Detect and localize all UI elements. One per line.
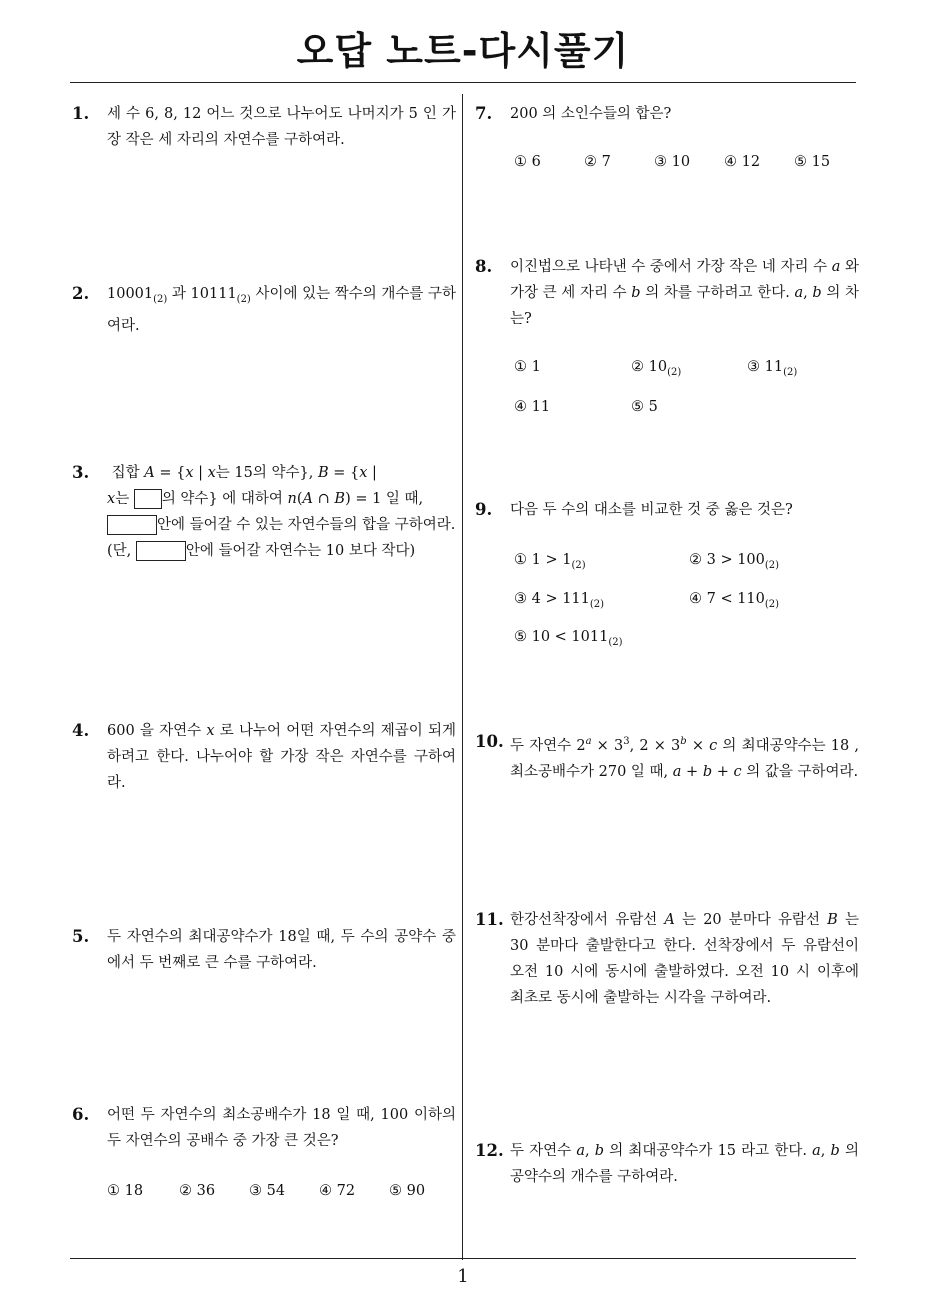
header-divider	[70, 82, 856, 83]
choice-4[interactable]: ④ 11	[514, 399, 551, 415]
problem-number: 8.	[475, 257, 493, 276]
choice-2[interactable]: ② 36	[179, 1183, 216, 1199]
choice-5[interactable]: ⑤ 15	[794, 154, 831, 170]
problem-text: 600 을 자연수 x 로 나누어 어떤 자연수의 제곱이 되게 하려고 한다. 나누어야 할 가장 작은 자연수를 구하여라.	[107, 723, 456, 791]
problem-text: 다음 두 수의 대소를 비교한 것 중 옳은 것은?	[510, 502, 793, 518]
choice-4[interactable]: ④ 72	[319, 1183, 356, 1199]
problem-text: 어떤 두 자연수의 최소공배수가 18 일 때, 100 이하의 두 자연수의 공배수 중 가장 큰 것은?	[107, 1107, 456, 1149]
problem-number: 11.	[475, 910, 504, 929]
choice-4[interactable]: ④ $7 < 110_{(2)}$	[689, 591, 780, 610]
choice-5[interactable]: ⑤ $10 < 1011_{(2)}$	[514, 629, 623, 648]
problem-text: $10001_{(2)}$ 과 $10111_{(2)}$ 사이에 있는 짝수의 개수를 구하여라.	[107, 286, 456, 334]
problem-text: 세 수 6, 8, 12 어느 것으로 나누어도 나머지가 5 인 가장 작은 세 자리의 자연수를 구하여라.	[107, 106, 456, 148]
problem-number: 12.	[475, 1141, 504, 1160]
problem-text: 200 의 소인수들의 합은?	[510, 106, 672, 122]
problem-number: 2.	[72, 284, 90, 303]
choice-3[interactable]: ③ 54	[249, 1183, 286, 1199]
choice-4[interactable]: ④ 12	[724, 154, 761, 170]
problem-number: 7.	[475, 104, 493, 123]
choice-2[interactable]: ② $3 > 100_{(2)}$	[689, 552, 780, 571]
problem-number: 1.	[72, 104, 90, 123]
choice-1[interactable]: ① $1 > 1_{(2)}$	[514, 552, 586, 571]
problem-text: 두 자연수 $2^a \times 3^3$, $2 \times 3^b \times c$ 의 최대공약수는 18 , 최소공배수가 270 일 때, a + b + c 의 값을 구하여라.	[510, 736, 859, 780]
page-title: 오답 노트-다시풀기	[296, 29, 630, 73]
choice-3[interactable]: ③ $11_{(2)}$	[747, 359, 798, 378]
blank-box	[136, 541, 186, 561]
choice-1[interactable]: ① 1	[514, 359, 541, 375]
problem-text: 집합 A = {x | x는 15의 약수}, B = {x | x는 의 약수} 에 대하여 n(A ∩ B) = 1 일 때, 안에 들어갈 수 있는 자연수들의 합을 구하여라. (단, 안에 들어갈 자연수는 10 보다 작다)	[107, 465, 456, 559]
choice-3[interactable]: ③ 10	[654, 154, 691, 170]
blank-box	[134, 489, 162, 509]
choice-5[interactable]: ⑤ 90	[389, 1183, 426, 1199]
problem-number: 10.	[475, 732, 504, 751]
problem-text: 두 자연수의 최대공약수가 18일 때, 두 수의 공약수 중에서 두 번째로 큰 수를 구하여라.	[107, 929, 456, 971]
footer-divider	[70, 1258, 856, 1259]
choice-3[interactable]: ③ $4 > 111_{(2)}$	[514, 591, 605, 610]
page-number: 1	[457, 1266, 469, 1287]
problem-number: 4.	[72, 721, 90, 740]
choice-1[interactable]: ① 6	[514, 154, 541, 170]
problem-number: 3.	[72, 463, 90, 482]
choice-1[interactable]: ① 18	[107, 1183, 144, 1199]
problem-number: 6.	[72, 1105, 90, 1124]
column-divider	[462, 94, 463, 1260]
problem-text: 한강선착장에서 유람선 A 는 20 분마다 유람선 B 는 30 분마다 출발한다고 한다. 선착장에서 두 유람선이 오전 10 시에 동시에 출발하였다. 오전 10 시 이후에 최초로 동시에 출발하는 시각을 구하여라.	[510, 912, 859, 1006]
choice-2[interactable]: ② 7	[584, 154, 611, 170]
choice-2[interactable]: ② $10_{(2)}$	[631, 359, 682, 378]
problem-number: 9.	[475, 500, 493, 519]
problem-text: 이진법으로 나타낸 수 중에서 가장 작은 네 자리 수 a 와 가장 큰 세 자리 수 b 의 차를 구하려고 한다. a, b 의 차는?	[510, 259, 860, 327]
problem-number: 5.	[72, 927, 90, 946]
blank-box	[107, 515, 157, 535]
problem-text: 두 자연수 a, b 의 최대공약수가 15 라고 한다. a, b 의 공약수의 개수를 구하여라.	[510, 1143, 860, 1185]
choice-5[interactable]: ⑤ 5	[631, 399, 658, 415]
